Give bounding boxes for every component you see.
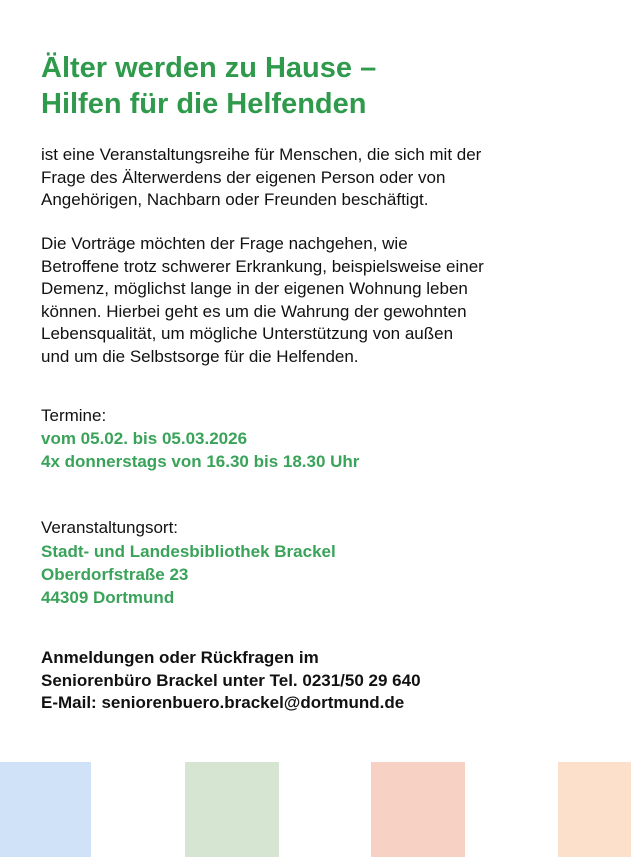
intro-paragraph: [41, 144, 481, 212]
title-line-2: Hilfen für die Helfenden: [41, 88, 367, 120]
decorative-bar-salmon: [371, 762, 465, 857]
venue-street: Oberdorfstraße 23: [41, 565, 189, 584]
decorative-bar-green: [185, 762, 279, 857]
decorative-bar-blue: [0, 762, 91, 857]
contact-block: [41, 647, 421, 715]
description-line-5: Lebensqualität, um mögliche Unterstützung von außen: [41, 324, 454, 343]
venue-city: 44309 Dortmund: [41, 588, 175, 607]
description-line-6: und um die Selbstsorge für die Helfenden.: [41, 346, 359, 366]
termine-label: Termine:: [41, 406, 107, 425]
termine-details: [41, 427, 359, 473]
venue-details: [41, 540, 336, 609]
description-line-2: Betroffene trotz schwerer Erkrankung, beispielsweise einer: [41, 256, 484, 276]
intro-line-2: Frage des Älterwerdens der eigenen Person oder von: [41, 167, 446, 187]
description-line-1: Die Vorträge möchten der Frage nachgehen, wie: [41, 234, 408, 253]
description-line-4: können. Hierbei geht es um die Wahrung der gewohnten: [41, 301, 467, 321]
decorative-bar-peach: [558, 762, 631, 857]
page-title: [41, 50, 376, 122]
venue-name: Stadt- und Landesbibliothek Brackel: [41, 542, 336, 561]
contact-email-line: E-Mail: seniorenbuero.brackel@dortmund.de: [41, 693, 405, 712]
contact-line-1: Anmeldungen oder Rückfragen im: [41, 648, 319, 667]
venue-label: Veranstaltungsort:: [41, 518, 179, 537]
termine-dates: vom 05.02. bis 05.03.2026: [41, 429, 248, 448]
description-paragraph: [41, 233, 484, 368]
contact-phone-line: Seniorenbüro Brackel unter Tel. 0231/50 29 640: [41, 670, 421, 690]
termine-times: 4x donnerstags von 16.30 bis 18.30 Uhr: [41, 452, 360, 471]
title-line-1: Älter werden zu Hause –: [41, 52, 377, 84]
intro-line-3: Angehörigen, Nachbarn oder Freunden beschäftigt.: [41, 190, 429, 209]
description-line-3: Demenz, möglichst lange in der eigenen Wohnung leben: [41, 279, 468, 298]
intro-line-1: ist eine Veranstaltungsreihe für Menschen, die sich mit der: [41, 145, 482, 164]
